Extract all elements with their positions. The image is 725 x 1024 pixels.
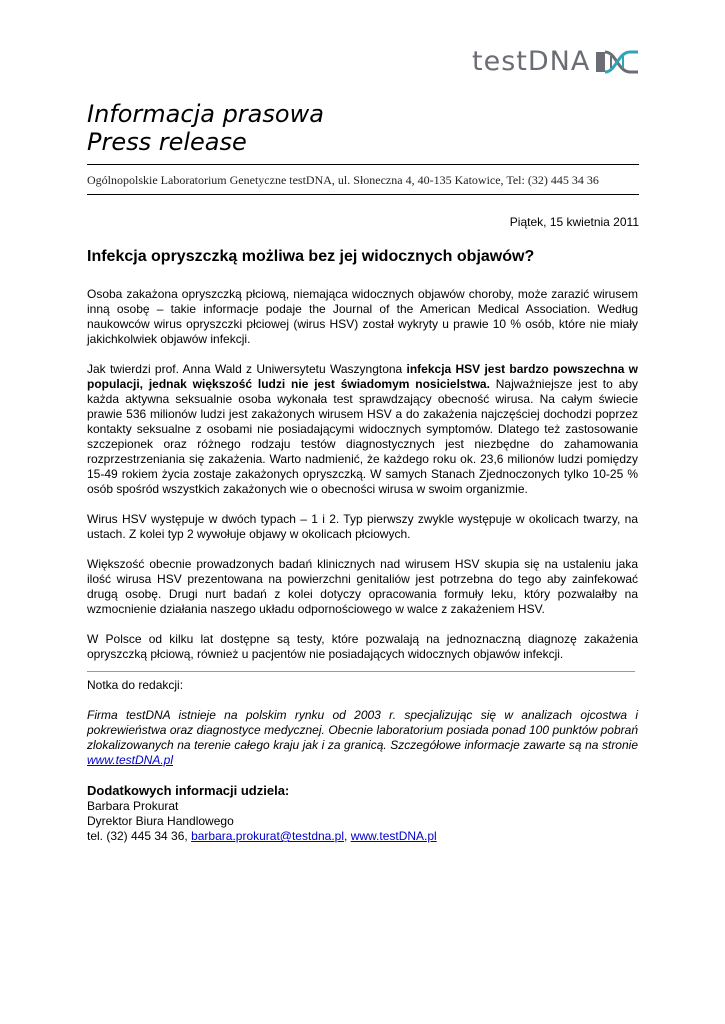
article-body: [87, 287, 638, 844]
contact-line: [87, 829, 638, 844]
dna-helix-icon: [594, 47, 640, 77]
paragraph-2-emphasis: infekcja HSV jest bardzo powszechna w populacji, jednak większość ludzi nie jest świadomym nosicielstwa.: [87, 362, 638, 391]
paragraph-1: Osoba zakażona opryszczką płciową, niemająca widocznych objawów choroby, może zarazić wirusem inną osobę – takie informacje podaje the Journal of the American Medical Association. Według naukowców wirus opryszczki płciowej (wirus HSV) został wykryty u prawie 10 % osób, które nie miały jakichkolwiek objawów infekcji.: [87, 287, 638, 346]
title-polish: Informacja prasowa: [87, 100, 324, 128]
headline: Infekcja opryszczką możliwa bez jej widocznych objawów?: [87, 248, 535, 265]
paragraph-2: [87, 362, 638, 497]
release-date: Piątek, 15 kwietnia 2011: [509, 215, 639, 229]
title-english: Press release: [87, 128, 247, 156]
paragraph-4: Większość obecnie prowadzonych badań klinicznych nad wirusem HSV skupia się na ustaleniu jaka ilość wirusa HSV prezentowana na powierzchni genitaliów jest potrzebna do tego aby zainfekować drugą osobę. Drugi nurt badań z kolei dotyczy opracowania formuły leku, który pozwalałby na wzmocnienie działania naszego układu odpornościowego w walce z zakażeniem HSV.: [87, 557, 638, 616]
paragraph-5: W Polsce od kilku lat dostępne są testy, które pozwalają na jednoznaczną diagnozę zakażenia opryszczką płciową, również u pacjentów nie posiadających widocznych objawów infekcji.: [87, 632, 638, 661]
company-address: Ogólnopolskie Laboratorium Genetyczne testDNA, ul. Słoneczna 4, 40-135 Katowice, Tel: (32) 445 34 36: [87, 173, 599, 187]
contact-heading: Dodatkowych informacji udziela:: [87, 783, 290, 798]
note-divider: [87, 671, 635, 672]
contact-name: Barbara Prokurat: [87, 799, 179, 813]
contact-block: [87, 783, 638, 844]
contact-role: Dyrektor Biura Handlowego: [87, 814, 234, 828]
logo-text: testDNA: [472, 46, 591, 77]
header-rule-bottom: [87, 194, 639, 195]
contact-website-link[interactable]: www.testDNA.pl: [350, 829, 437, 843]
header-rule-top: [87, 164, 639, 165]
contact-phone: tel. (32) 445 34 36,: [87, 829, 192, 843]
note-label: Notka do redakcji:: [87, 678, 184, 692]
contact-email-link[interactable]: barbara.prokurat@testdna.pl: [191, 829, 345, 843]
paragraph-2-intro: Jak twierdzi prof. Anna Wald z Uniwersytetu Waszyngtona: [87, 362, 407, 376]
note-website-link[interactable]: www.testDNA.pl: [87, 753, 174, 767]
paragraph-2-rest: Najważniejsze jest to aby każda aktywna seksualnie osoba wykonała test sprawdzający obecność wirusa. Na całym świecie prawie 536 milionów ludzi jest zakażonych wirusem HSV a do zakażenia najczęściej dochodzi poprzez kontakty seksualne z osobami nie posiadającymi widocznych symptomów. Dlatego też zastosowanie szczepionek oraz różnego rodzaju testów diagnostycznych jest niezbędne do zahamowania rozprzestrzeniania się zakażenia. Warto nadmienić, że każdego roku ok. 23,6 milionów ludzi pomiędzy 15-49 rokiem życia zostaje zakażonych opryszczką. W samych Stanach Zjednoczonych tylko 10-25 % osób spośród wszystkich zakażonych wie o obecności wirusa w swoim organizmie.: [87, 377, 638, 496]
document-title: [87, 100, 324, 156]
contact-separator: ,: [344, 829, 351, 843]
editor-note: [87, 708, 638, 768]
company-logo: [472, 45, 640, 79]
paragraph-3: Wirus HSV występuje w dwóch typach – 1 i 2. Typ pierwszy zwykle występuje w okolicach twarzy, na ustach. Z kolei typ 2 wywołuje objawy w okolicach płciowych.: [87, 512, 638, 541]
editor-note-text: Firma testDNA istnieje na polskim rynku od 2003 r. specjalizując się w analizach ojcostwa i pokrewieństwa oraz diagnostyce medycznej. Obecnie laboratorium posiada ponad 100 punktów pobrań zlokalizowanych na terenie całego kraju jak i za granicą. Szczegółowe informacje zawarte są na stronie: [87, 708, 638, 752]
